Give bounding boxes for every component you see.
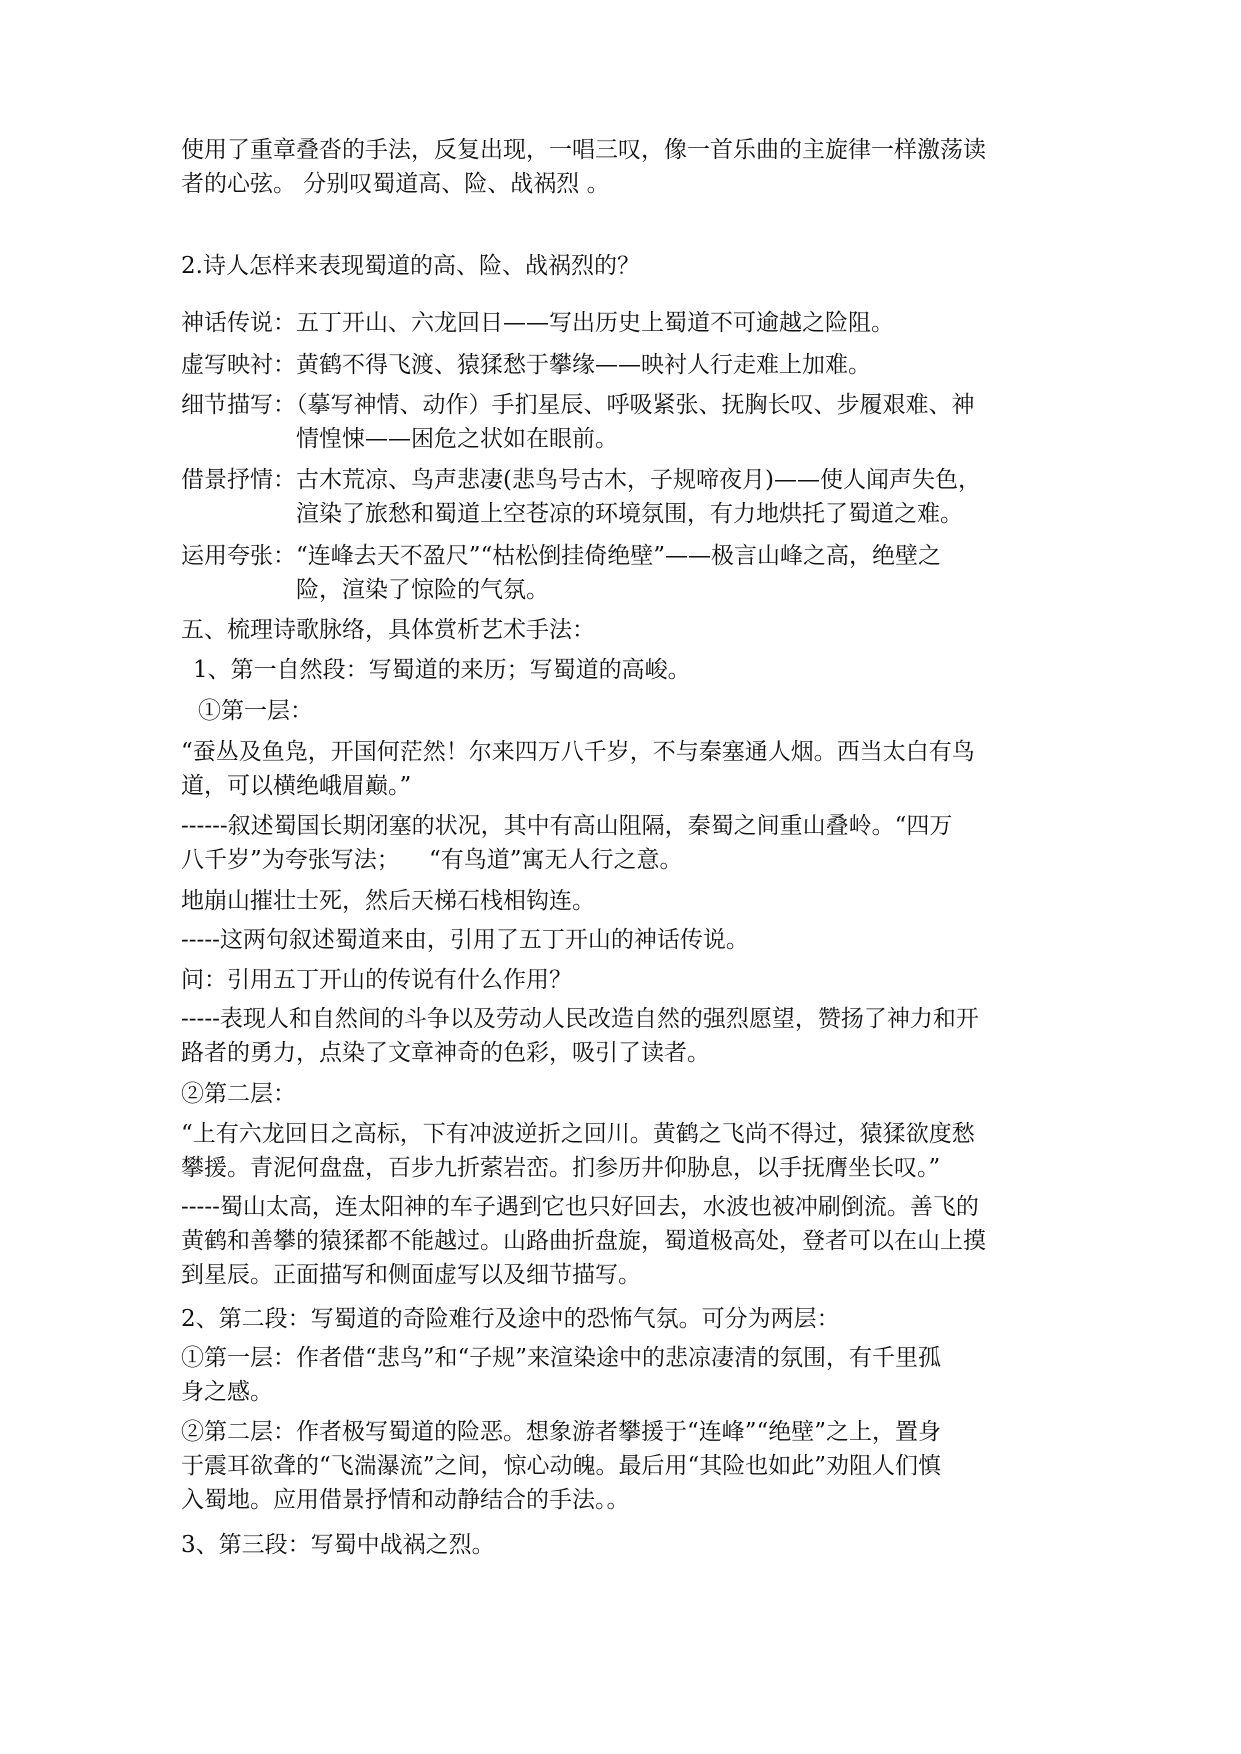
technique-text-cont: 险，渲染了惊险的气氛。	[296, 577, 549, 603]
paragraph-2-layer-1-line-2: 身之感。	[181, 1379, 273, 1405]
technique-term: 借景抒情：	[181, 467, 296, 493]
technique-term: 神话传说：	[181, 310, 296, 336]
technique-myth	[181, 306, 1061, 340]
paragraph-2-title: 2、第二段：写蜀道的奇险难行及途中的恐怖气氛。可分为两层：	[181, 1306, 840, 1332]
paragraph-2-layer-2-line-1: ②第二层：作者极写蜀道的险恶。想象游者攀援于“连峰”“绝壁”之上，置身	[181, 1419, 942, 1445]
answer-text	[181, 1002, 1061, 1070]
paragraph-3-title: 3、第三段：写蜀中战祸之烈。	[181, 1532, 495, 1558]
note-1-line-2: 八千岁”为夸张写法； “有鸟道”寓无人行之意。	[181, 847, 683, 873]
answer-line-2: 路者的勇力，点染了文章神奇的色彩，吸引了读者。	[181, 1040, 710, 1066]
technique-term: 虚写映衬：	[181, 352, 296, 378]
technique-text-cont: 情惶悚——困危之状如在眼前。	[296, 426, 618, 452]
technique-detail	[181, 388, 1061, 456]
technique-text: “连峰去天不盈尺”“枯松倒挂倚绝壁”——极言山峰之高，绝壁之	[296, 543, 942, 569]
note-2: -----这两句叙述蜀道来由，引用了五丁开山的神话传说。	[181, 927, 749, 953]
intro-paragraph	[181, 133, 1061, 201]
technique-term: 细节描写：	[181, 392, 296, 418]
quote-1	[181, 735, 1061, 803]
technique-contrast	[181, 348, 1061, 382]
paragraph-2-layer-2	[181, 1415, 1061, 1517]
paragraph-2-layer-1	[181, 1341, 1061, 1409]
note-3-line-3: 到星辰。正面描写和侧面虚写以及细节描写。	[181, 1262, 641, 1288]
layer-1-title: ①第一层：	[198, 698, 313, 724]
paragraph-2-layer-2-line-2: 于震耳欲聋的“飞湍瀑流”之间，惊心动魄。最后用“其险也如此”劝阻人们慎	[181, 1453, 942, 1479]
note-1	[181, 809, 1061, 877]
answer-line-1: -----表现人和自然间的斗争以及劳动人民改造自然的强烈愿望，赞扬了神力和开	[181, 1006, 979, 1032]
technique-text-cont: 渲染了旅愁和蜀道上空苍凉的环境氛围，有力地烘托了蜀道之难。	[296, 501, 963, 527]
quote-1-line-1: “蚕丛及鱼凫，开国何茫然！尔来四万八千岁，不与秦塞通人烟。西当太白有鸟	[181, 739, 975, 765]
paragraph-1-title: 1、第一自然段：写蜀道的来历；写蜀道的高峻。	[193, 657, 691, 683]
layer-2-title: ②第二层：	[181, 1081, 296, 1107]
quote-1-line-2: 道，可以横绝峨眉巅。”	[181, 773, 412, 799]
section-5-heading: 五、梳理诗歌脉络，具体赏析艺术手法：	[181, 617, 595, 643]
intro-line-1: 使用了重章叠沓的手法，反复出现，一唱三叹，像一首乐曲的主旋律一样激荡读	[181, 137, 986, 163]
question-2-heading: 2.诗人怎样来表现蜀道的高、险、战祸烈的？	[181, 253, 640, 279]
note-3	[181, 1190, 1061, 1292]
note-3-line-2: 黄鹤和善攀的猿猱都不能越过。山路曲折盘旋，蜀道极高处，登者可以在山上摸	[181, 1228, 986, 1254]
quote-3	[181, 1117, 1061, 1185]
quote-2: 地崩山摧壮士死，然后天梯石栈相钩连。	[181, 888, 595, 914]
technique-text: （摹写神情、动作）手扪星辰、呼吸紧张、抚胸长叹、步履艰难、神	[296, 392, 975, 418]
quote-3-line-2: 攀援。青泥何盘盘，百步九折萦岩峦。扪参历井仰胁息，以手抚膺坐长叹。”	[181, 1155, 941, 1181]
technique-text: 古木荒凉、鸟声悲凄(悲鸟号古木，子规啼夜月)——使人闻声失色，	[296, 467, 981, 493]
paragraph-2-layer-2-line-3: 入蜀地。应用借景抒情和动静结合的手法。。	[181, 1487, 630, 1513]
question-text: 问：引用五丁开山的传说有什么作用？	[181, 967, 572, 993]
note-3-line-1: -----蜀山太高，连太阳神的车子遇到它也只好回去，水波也被冲刷倒流。善飞的	[181, 1194, 979, 1220]
paragraph-2-layer-1-line-1: ①第一层：作者借“悲鸟”和“子规”来渲染途中的悲凉凄清的氛围，有千里孤	[181, 1345, 942, 1371]
technique-term: 运用夸张：	[181, 543, 296, 569]
technique-text: 五丁开山、六龙回日——写出历史上蜀道不可逾越之险阻。	[296, 310, 894, 336]
technique-text: 黄鹤不得飞渡、猿猱愁于攀缘——映衬人行走难上加难。	[296, 352, 871, 378]
note-1-line-1: ------叙述蜀国长期闭塞的状况，其中有高山阻隔，秦蜀之间重山叠岭。“四万	[181, 813, 953, 839]
intro-line-2: 者的心弦。 分别叹蜀道高、险、战祸烈 。	[181, 171, 610, 197]
quote-3-line-1: “上有六龙回日之高标，下有冲波逆折之回川。黄鹤之飞尚不得过，猿猱欲度愁	[181, 1121, 975, 1147]
technique-exaggeration	[181, 539, 1061, 607]
technique-scenery	[181, 463, 1061, 531]
